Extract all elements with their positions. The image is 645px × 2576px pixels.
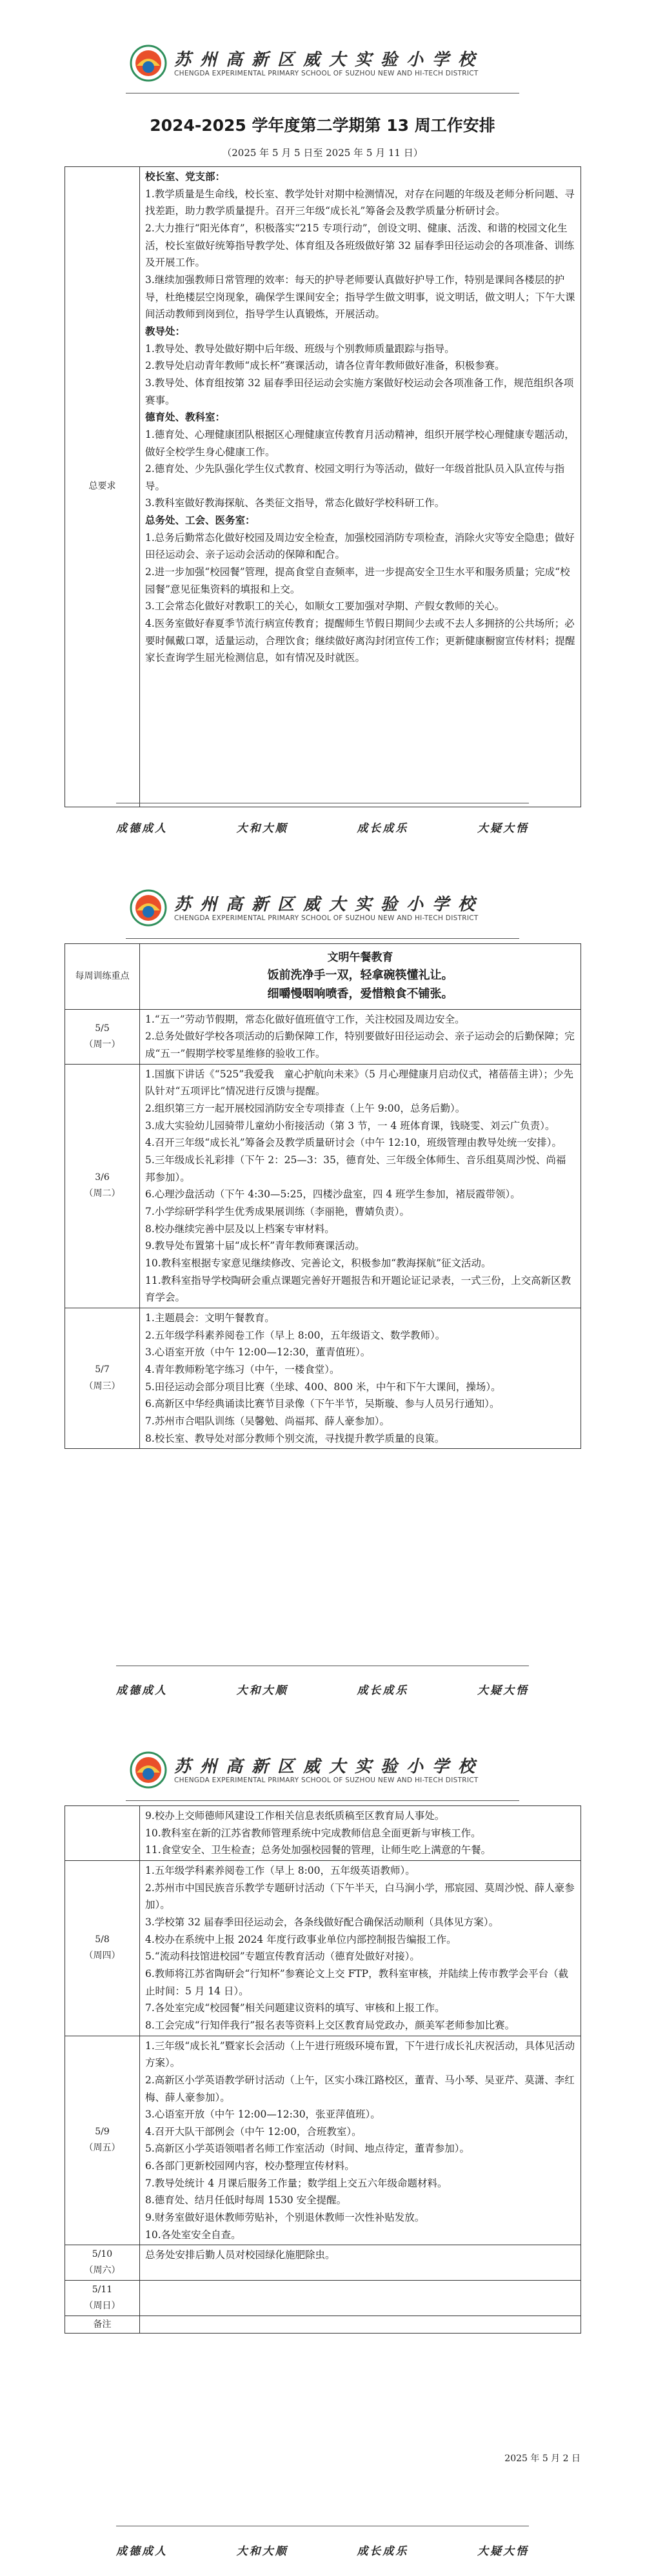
task-item: 5.三年级成长礼彩排（下午 2：25—3：35，德育处、三年级全体师生、音乐组莫周沙悦、尚福邦参加）。 <box>145 1154 566 1183</box>
day-row-sun <box>65 2281 581 2316</box>
task-item: 3.学校第 32 届春季田径运动会，各条线做好配合确保活动顺利（具体见方案）。 <box>145 1916 499 1928</box>
day-content <box>140 2245 581 2281</box>
task-item: 6.各部门更新校园网内容，校办整理宣传材料。 <box>145 2160 355 2172</box>
day-date: 5/7 <box>95 1364 110 1375</box>
day-content <box>140 2036 581 2245</box>
day-label <box>65 1064 140 1308</box>
task-item: 8.校办继续完善中层及以上档案专审材料。 <box>145 1223 335 1235</box>
task-item: 10.教科室在新的江苏省教师管理系统中完成教师信息全面更新与审核工作。 <box>145 1827 481 1839</box>
day-date: 3/6 <box>95 1172 110 1183</box>
task-item: 2.高新区小学英语教学研讨活动（上午，区实小珠江路校区，董青、马小琴、吴亚芹、莫潇、李红梅、薛人豪参加）。 <box>145 2074 575 2103</box>
task-item: 5.田径运动会部分项目比赛（坐球、400、800 米，中午和下午大课间，操场）。 <box>145 1381 501 1393</box>
slogan-1: 成德成人 <box>116 1684 168 1697</box>
slogan-2: 大和大顺 <box>236 822 288 835</box>
requirement-item: 2.德育处、少先队强化学生仪式教育、校园文明行为等活动，做好一年级首批队员入队宣传与指导。 <box>145 463 565 492</box>
task-item: 6.高新区中华经典诵读比赛节目录像（下午半节，吴斯璇、参与人员另行通知）。 <box>145 1398 500 1410</box>
slogan-4: 大疑大悟 <box>477 2545 529 2558</box>
task-item: 10.教科室根据专家意见继续修改、完善论文，积极参加“教海探航”征文活动。 <box>145 1257 491 1269</box>
slogan-1: 成德成人 <box>116 822 168 835</box>
task-item: 1.“五一”劳动节假期，常态化做好值班值守工作，关注校园及周边安全。 <box>145 1013 465 1025</box>
school-name-cn: 苏州高新区威大实验小学校 <box>174 50 484 70</box>
task-item: 4.校办在系统中上报 2024 年度行政事业单位内部控制报告编报工作。 <box>145 1933 457 1945</box>
task-item: 11.教科室指导学校陶研会重点课题完善好开题报告和开题论证记录表，一式三份，上交高新区教育学会。 <box>145 1274 571 1304</box>
task-item: 9.财务室做好退休教师劳贴补，个别退休教师一次性补贴发放。 <box>145 2212 425 2224</box>
slogan-4: 大疑大悟 <box>477 1684 529 1697</box>
day-date: 5/5 <box>95 1023 110 1034</box>
day-label <box>65 2245 140 2281</box>
day-label <box>65 1806 140 1861</box>
task-item: 9.校办上交师德师风建设工作相关信息表纸质稿至区教育局人事处。 <box>145 1810 445 1822</box>
theme-row <box>65 944 581 1010</box>
remarks-content <box>140 2316 581 2334</box>
school-header <box>129 883 516 935</box>
day-row-fri <box>65 2036 581 2245</box>
requirement-item: 3.工会常态化做好对教职工的关心，如顺女工要加强对孕期、产假女教师的关心。 <box>145 600 505 613</box>
task-item: 3.心语室开放（中午 12:00—12:30，董青值班）。 <box>145 1346 371 1359</box>
header-divider <box>126 938 519 939</box>
task-item: 9.教导处布置第十届“成长杯”青年教师赛课活动。 <box>145 1240 365 1252</box>
school-name-cn: 苏州高新区威大实验小学校 <box>174 895 484 914</box>
task-item: 4.青年教师粉笔字练习（中午，一楼食堂）。 <box>145 1363 340 1375</box>
day-date: 5/9 <box>95 2127 110 2138</box>
header-divider <box>126 1800 519 1801</box>
task-item: 10.各处室安全自查。 <box>145 2228 241 2241</box>
day-row-thu <box>65 1860 581 2036</box>
footer-slogans <box>116 819 529 835</box>
day-date: 5/10 <box>92 2249 113 2260</box>
school-name-en: CHENGDA EXPERIMENTAL PRIMARY SCHOOL OF SUZHOU NEW AND HI-TECH DISTRICT <box>174 70 479 77</box>
school-name-cn: 苏州高新区威大实验小学校 <box>174 1757 484 1776</box>
day-label <box>65 1308 140 1448</box>
overall-row <box>65 167 581 807</box>
day-date: 5/8 <box>95 1934 110 1945</box>
task-item: 3.成大实验幼儿园骑带儿童幼小衔接活动（第 3 节，一 4 班体育课，钱晓雯、刘云广负责）。 <box>145 1119 555 1132</box>
slogan-3: 成长成乐 <box>357 1684 409 1697</box>
task-item: 8.校长室、教导处对部分教师个别交流，寻找提升教学质量的良策。 <box>145 1432 445 1444</box>
section-heading: 德育处、教科室： <box>145 411 226 424</box>
task-item: 4.召开大队干部例会（中午 12:00，合班教室）。 <box>145 2125 362 2138</box>
day-row-wed-cont <box>65 1806 581 1861</box>
page-title: 2024-2025 学年度第二学期第 13 周工作安排 <box>150 116 495 135</box>
requirement-item: 2.教导处启动青年教师“成长杯”赛课活动，请各位青年教师做好准备，积极参赛。 <box>145 360 505 372</box>
day-row-wed <box>65 1308 581 1448</box>
task-item: 11.食堂安全、卫生检查；总务处加强校园餐的管理，让师生吃上满意的午餐。 <box>145 1844 491 1856</box>
day-content <box>140 1806 581 1861</box>
task-item: 1.主题晨会：文明午餐教育。 <box>145 1312 275 1324</box>
day-content <box>140 1860 581 2036</box>
requirement-item: 1.总务后勤常态化做好校园及周边安全检查，加强校园消防专项检查，消除火灾等安全隐患；做好田径运动会、亲子运动会活动的保障和配合。 <box>145 531 575 561</box>
task-item: 3.心语室开放（中午 12:00—12:30，张亚萍值班）。 <box>145 2109 381 2121</box>
school-header <box>129 39 516 90</box>
task-item: 7.苏州市合唱队训练（吴馨勉、尚福邦、薛人豪参加）。 <box>145 1415 390 1427</box>
requirement-item: 3.教导处、体育组按第 32 届春季田径运动会实施方案做好校运动会各项准备工作，规范组织各项赛事。 <box>145 377 574 406</box>
task-item: 2.组织第三方一起开展校园消防安全专项排查（上午 9:00，总务后勤）。 <box>145 1103 466 1115</box>
section-heading: 教导处： <box>145 324 186 337</box>
slogan-4: 大疑大悟 <box>477 822 529 835</box>
task-item: 8.工会完成“行知伴我行”报名表等资料上交区教育局党政办，颜美军老师参加比赛。 <box>145 2019 515 2031</box>
requirement-item: 1.教导处、教导处做好期中后年级、班级与个别教师质量跟踪与指导。 <box>145 342 455 355</box>
overall-label: 总要求 <box>65 167 140 807</box>
task-item: 2.总务处做好学校各项活动的后勤保障工作，特别要做好田径运动会、亲子运动会的后勤保障；完成“五一”假期学校零星维修的验收工作。 <box>145 1030 575 1060</box>
task-item: 5.“流动科技馆进校园”专题宣传教育活动（德育处做好对接）。 <box>145 1951 420 1963</box>
day-weekday: （周三） <box>84 1381 121 1391</box>
task-item: 6.心理沙盘活动（下午 4:30—5:25，四楼沙盘室，四 4 班学生参加，褚辰霞带领）。 <box>145 1188 521 1201</box>
section-heading: 校长室、党支部： <box>145 170 226 182</box>
schedule-table <box>64 943 581 1449</box>
day-weekday: （周一） <box>84 1039 121 1050</box>
task-item: 4.召开三年级“成长礼”筹备会及教学质量研讨会（中午 12:10，班级管理由教导处统一安排）。 <box>145 1137 562 1149</box>
page-2 <box>0 854 645 1712</box>
day-label <box>65 2036 140 2245</box>
slogan-2: 大和大顺 <box>236 1684 288 1697</box>
page-3 <box>0 1716 645 2576</box>
schedule-table <box>64 166 581 807</box>
day-weekday: （周二） <box>84 1188 121 1199</box>
day-content <box>140 1308 581 1448</box>
task-item: 8.德育处、结月任低时每周 1530 安全提醒。 <box>145 2194 347 2207</box>
theme-title: 文明午餐教育 <box>327 951 393 964</box>
requirement-item: 3.教科室做好教海探航、各类征文指导，常态化做好学校科研工作。 <box>145 497 445 509</box>
focus-label: 每周训练重点 <box>65 944 140 1010</box>
day-weekday: （周六） <box>84 2265 121 2276</box>
requirement-item: 1.德育处、心理健康团队根据区心理健康宣传教育月活动精神，组织开展学校心理健康专题活动，做好全校学生身心健康工作。 <box>145 428 575 458</box>
theme-line-2: 细嚼慢咽响喷香，爱惜粮食不铺张。 <box>267 987 453 1001</box>
school-logo-icon <box>129 889 168 927</box>
slogan-2: 大和大顺 <box>236 2545 288 2558</box>
page-1 <box>0 0 645 851</box>
section-heading: 总务处、工会、医务室： <box>145 514 255 527</box>
task-item: 5.高新区小学英语领唱者名师工作室活动（时间、地点待定，董青参加）。 <box>145 2143 470 2155</box>
task-item: 1.国旗下讲话《“525”我爱我 童心护航向未来》（5 月心理健康月启动仪式，褚蓓蓓主讲）；少先队针对“五项评比”情况进行反馈与提醒。 <box>145 1068 574 1097</box>
overall-content <box>140 167 581 807</box>
task-item: 1.三年级“成长礼”暨家长会活动（上午进行班级环境布置，下午进行成长礼庆祝活动，具体见活动方案）。 <box>145 2040 575 2069</box>
day-row-sat <box>65 2245 581 2281</box>
school-header <box>129 1745 516 1797</box>
school-name-en: CHENGDA EXPERIMENTAL PRIMARY SCHOOL OF SUZHOU NEW AND HI-TECH DISTRICT <box>174 1776 479 1784</box>
weekly-theme <box>140 944 581 1010</box>
task-item: 7.各处室完成“校园餐”相关问题建议资料的填写、审核和上报工作。 <box>145 2002 445 2014</box>
task-item: 6.教师将江苏省陶研会“行知杯”参赛论文上交 FTP，教科室审核，并陆续上传市教学会平台（截止时间：5 月 14 日）。 <box>145 1967 569 1997</box>
requirement-item: 2.大力推行“阳光体育”，积极落实“215 专项行动”，创设文明、健康、活泼、和谐的校园文化生活，校长室做好统筹指导教学处、体育组及各班级做好第 32 届春季田径运动会的各项准备、训练及开展工作。 <box>145 222 575 269</box>
school-name-en: CHENGDA EXPERIMENTAL PRIMARY SCHOOL OF SUZHOU NEW AND HI-TECH DISTRICT <box>174 914 479 922</box>
task-item: 7.教导处统计 4 月课后服务工作量；数学组上交五六年级命题材料。 <box>145 2177 448 2189</box>
requirement-item: 1.教学质量是生命线，校长室、教学处针对期中检测情况，对存在问题的年级及老师分析问题、寻找差距，助力教学质量提升。召开三年级“成长礼”筹备会及教学质量分析研讨会。 <box>145 188 575 217</box>
task-item: 2.苏州市中国民族音乐教学专题研讨活动（下午半天，白马涧小学，邢宸园、莫周沙悦、薛人豪参加）。 <box>145 1882 575 1911</box>
day-weekday: （周日） <box>84 2301 121 2312</box>
school-logo-icon <box>129 44 168 83</box>
remarks-row <box>65 2316 581 2334</box>
day-content <box>140 1009 581 1064</box>
task-item: 1.五年级学科素养阅卷工作（早上 8:00，五年级英语教师）。 <box>145 1864 415 1876</box>
date-range: （2025 年 5 月 5 日至 2025 年 5 月 11 日） <box>222 147 423 159</box>
footer-slogans <box>116 2542 529 2558</box>
day-row-mon <box>65 1009 581 1064</box>
footer-slogans <box>116 1681 529 1697</box>
day-label <box>65 2281 140 2316</box>
slogan-1: 成德成人 <box>116 2545 168 2558</box>
sign-date: 2025 年 5 月 2 日 <box>504 2453 580 2464</box>
day-weekday: （周五） <box>84 2143 121 2154</box>
day-label <box>65 1009 140 1064</box>
requirement-item: 2.进一步加强“校园餐”管理，提高食堂自查频率，进一步提高安全卫生水平和服务质量；完成“校园餐”意见征集资料的填报和上交。 <box>145 566 570 595</box>
day-date: 5/11 <box>92 2285 113 2296</box>
day-content <box>140 1064 581 1308</box>
slogan-3: 成长成乐 <box>357 822 409 835</box>
requirement-item: 3.继续加强教师日常管理的效率：每天的护导老师要认真做好护导工作，特别是课间各楼层的护导，杜绝楼层空岗现象，确保学生课间安全；指导学生做文明事，说文明话，做文明人；下午大课间活动教师到岗到位，指导学生认真锻炼，开展活动。 <box>145 273 575 320</box>
remarks-label: 备注 <box>65 2316 140 2334</box>
day-content <box>140 2281 581 2316</box>
task-item: 7.小学综研学科学生优秀成果展训练（李丽艳，曹婧负责）。 <box>145 1206 410 1217</box>
slogan-3: 成长成乐 <box>357 2545 409 2558</box>
task-item: 总务处安排后勤人员对校园绿化施肥除虫。 <box>145 2249 335 2261</box>
requirement-item: 4.医务室做好春夏季节流行病宣传教育；提醒师生节假日期间少去或不去人多拥挤的公共场所；必要时佩戴口罩，适量运动，合理饮食；继续做好离沟封闭宣传工作；更新健康橱窗宣传材料；提醒家长查询学生屈光检测信息，如有情况及时就医。 <box>145 618 575 664</box>
task-item: 2.五年级学科素养阅卷工作（早上 8:00，五年级语文、数学教师）。 <box>145 1329 446 1341</box>
schedule-table <box>64 1805 581 2334</box>
day-weekday: （周四） <box>84 1951 121 1961</box>
theme-line-1: 饭前洗净手一双，轻拿碗筷懂礼让。 <box>267 968 453 983</box>
day-row-tue <box>65 1064 581 1308</box>
day-label <box>65 1860 140 2036</box>
school-logo-icon <box>129 1751 168 1789</box>
